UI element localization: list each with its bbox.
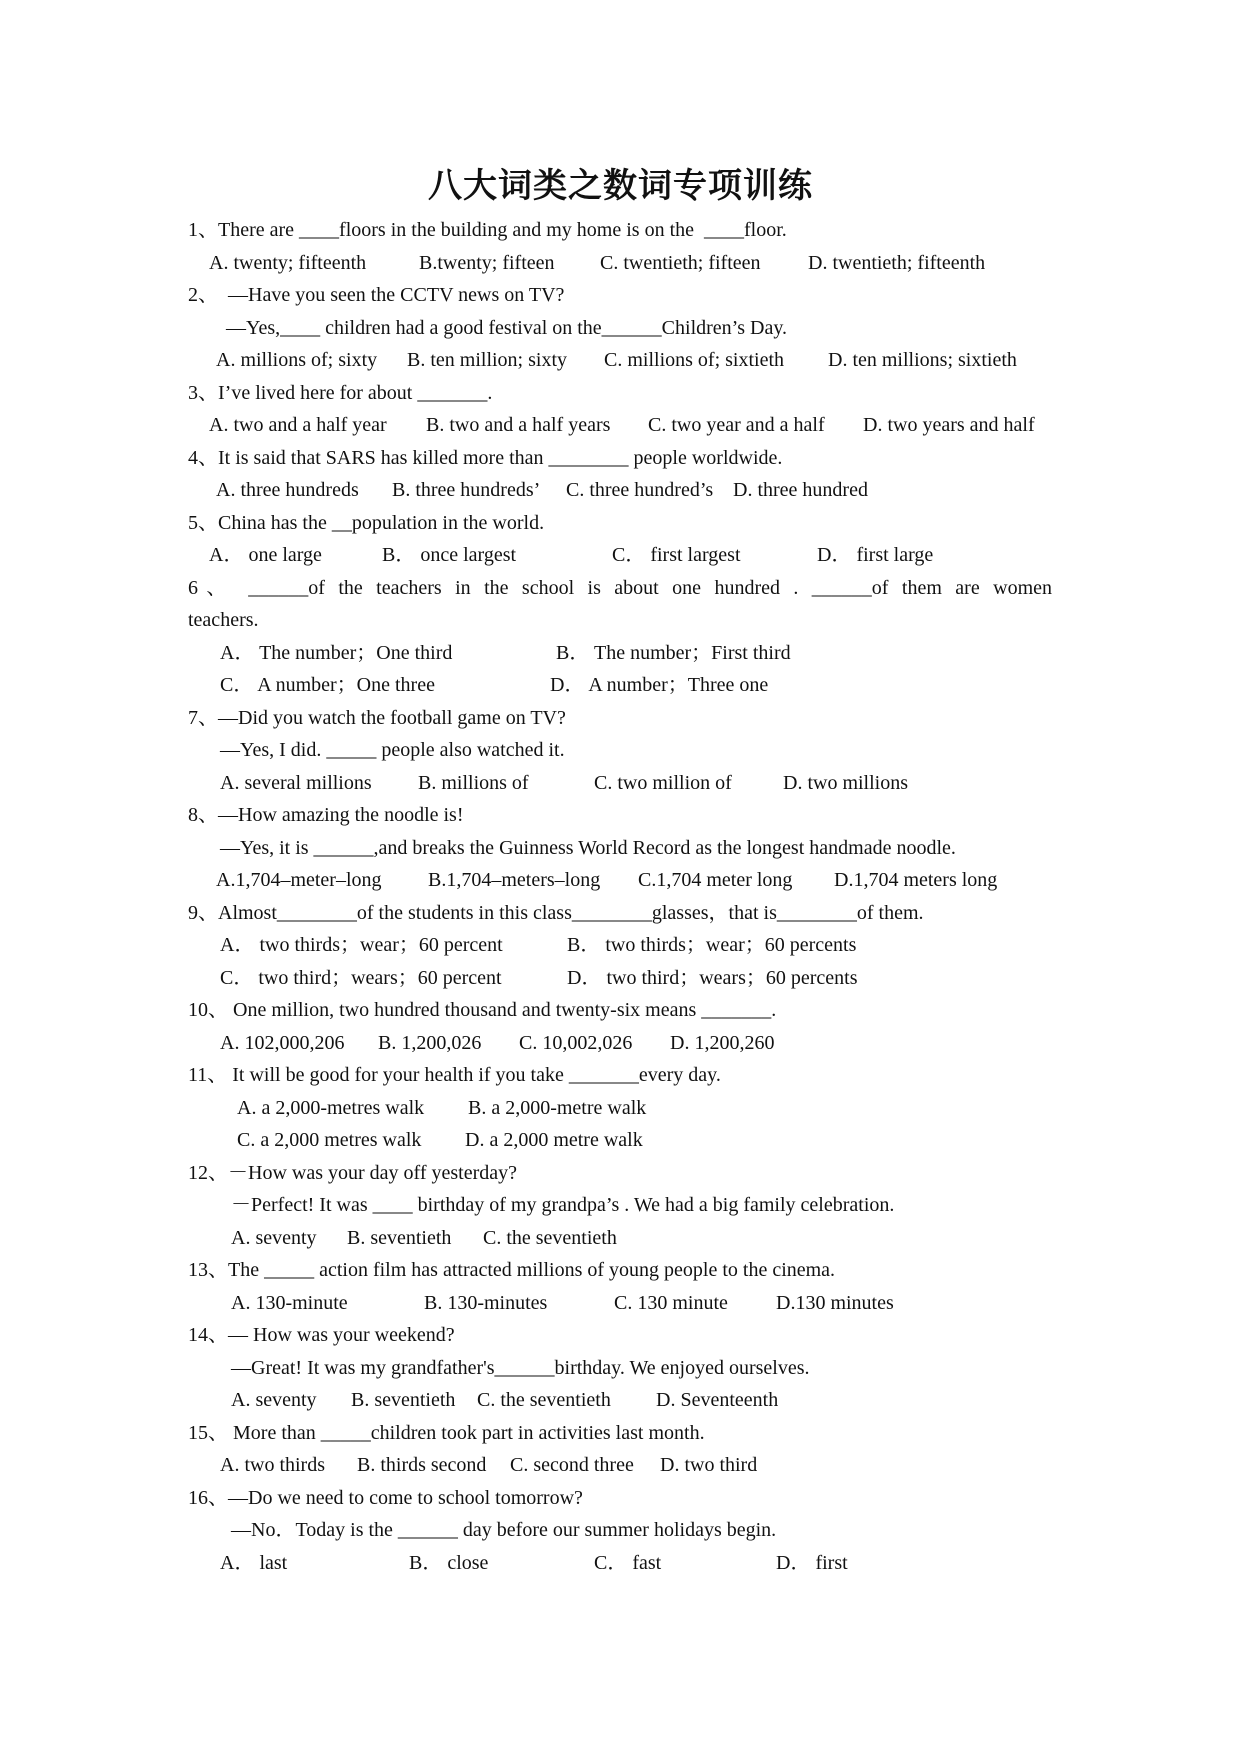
answer-option: D． A number；Three one xyxy=(550,674,769,696)
answer-option: C． first largest xyxy=(612,544,741,566)
answer-option: D. two third xyxy=(660,1454,758,1476)
answer-option: C. two million of xyxy=(594,772,732,794)
question-stem: 8、—How amazing the noodle is! xyxy=(188,804,464,826)
answer-option: D． two third；wears；60 percents xyxy=(567,967,858,989)
question-stem: 1、There are ____floors in the building and my home is on the ____floor. xyxy=(188,219,787,241)
question-stem: 16、—Do we need to come to school tomorrow? xyxy=(188,1487,583,1509)
question-line: －Perfect! It was ____ birthday of my grandpa’s . We had a big family celebration. xyxy=(231,1194,895,1216)
answer-option: C． two third；wears；60 percent xyxy=(220,967,502,989)
question-stem: 14、— How was your weekend? xyxy=(188,1324,455,1346)
question-stem: 4、It is said that SARS has killed more than ________ people worldwide. xyxy=(188,447,783,469)
answer-option: B. two and a half years xyxy=(426,414,611,436)
answer-option: A． last xyxy=(220,1552,288,1574)
answer-option: A. 130-minute xyxy=(231,1292,348,1314)
answer-option: B． once largest xyxy=(382,544,517,566)
answer-option: D.1,704 meters long xyxy=(834,869,998,891)
answer-option: C． A number；One three xyxy=(220,674,435,696)
answer-option: D. ten millions; sixtieth xyxy=(828,349,1017,371)
answer-option: A． two thirds；wear；60 percent xyxy=(220,934,503,956)
answer-option: B. ten million; sixty xyxy=(407,349,568,371)
question-line: —Great! It was my grandfather's______birthday. We enjoyed ourselves. xyxy=(231,1357,810,1379)
question-stem: 2、 —Have you seen the CCTV news on TV? xyxy=(188,284,565,306)
answer-option: A. two thirds xyxy=(220,1454,325,1476)
answer-option: C. millions of; sixtieth xyxy=(604,349,785,371)
question-stem: 10、 One million, two hundred thousand and twenty-six means _______. xyxy=(188,999,777,1021)
answer-option: A. twenty; fifteenth xyxy=(209,252,367,274)
answer-option: A. seventy xyxy=(231,1227,317,1249)
answer-option: D． first xyxy=(776,1552,848,1574)
answer-option: C.1,704 meter long xyxy=(638,869,793,891)
question-line: —Yes,____ children had a good festival on the______Children’s Day. xyxy=(226,317,788,339)
answer-option: B.1,704–meters–long xyxy=(428,869,601,891)
answer-option: B. seventieth xyxy=(351,1389,456,1411)
answer-option: D. two years and half xyxy=(863,414,1035,436)
answer-option: B． close xyxy=(409,1552,489,1574)
answer-option: A. several millions xyxy=(220,772,372,794)
answer-option: A. a 2,000-metres walk xyxy=(237,1097,425,1119)
answer-option: C. the seventieth xyxy=(483,1227,617,1249)
answer-option: B. 130-minutes xyxy=(424,1292,548,1314)
answer-option: A. 102,000,206 xyxy=(220,1032,345,1054)
answer-option: A． The number；One third xyxy=(220,642,453,664)
answer-option: B. three hundreds’ xyxy=(392,479,541,501)
answer-option: A. two and a half year xyxy=(209,414,387,436)
question-stem: 6、 ______of the teachers in the school is about one hundred . ______of them are women xyxy=(188,577,1052,599)
answer-option: C． fast xyxy=(594,1552,662,1574)
question-stem: 13、The _____ action film has attracted millions of young people to the cinema. xyxy=(188,1259,836,1281)
answer-option: C. three hundred’s xyxy=(566,479,714,501)
answer-option: D. a 2,000 metre walk xyxy=(465,1129,643,1151)
answer-option: C. second three xyxy=(510,1454,634,1476)
answer-option: B． two thirds；wear；60 percents xyxy=(567,934,857,956)
answer-option: A. seventy xyxy=(231,1389,317,1411)
answer-option: C. 10,002,026 xyxy=(519,1032,633,1054)
answer-option: D. three hundred xyxy=(733,479,868,501)
page-title: 八大词类之数词专项训练 xyxy=(428,168,813,205)
question-stem: 9、Almost________of the students in this class________glasses，that is________of them. xyxy=(188,902,924,924)
question-line: —Yes, it is ______,and breaks the Guinness World Record as the longest handmade noodle. xyxy=(220,837,956,859)
answer-option: A． one large xyxy=(209,544,322,566)
answer-option: B. seventieth xyxy=(347,1227,452,1249)
answer-option: B. millions of xyxy=(418,772,529,794)
answer-option: D． first large xyxy=(817,544,934,566)
question-stem: 12、－How was your day off yesterday? xyxy=(188,1162,517,1184)
answer-option: D. two millions xyxy=(783,772,909,794)
answer-option: C. 130 minute xyxy=(614,1292,728,1314)
answer-option: D. 1,200,260 xyxy=(670,1032,775,1054)
answer-option: D. twentieth; fifteenth xyxy=(808,252,986,274)
answer-option: C. a 2,000 metres walk xyxy=(237,1129,422,1151)
answer-option: C. the seventieth xyxy=(477,1389,611,1411)
question-line: teachers. xyxy=(188,609,259,631)
answer-option: A.1,704–meter–long xyxy=(216,869,382,891)
answer-option: C. two year and a half xyxy=(648,414,825,436)
answer-option: B. a 2,000-metre walk xyxy=(468,1097,647,1119)
answer-option: A. millions of; sixty xyxy=(216,349,378,371)
answer-option: D.130 minutes xyxy=(776,1292,894,1314)
answer-option: B. thirds second xyxy=(357,1454,487,1476)
question-line: —No．Today is the ______ day before our summer holidays begin. xyxy=(231,1519,777,1541)
question-stem: 5、China has the __population in the world. xyxy=(188,512,545,534)
answer-option: B.twenty; fifteen xyxy=(419,252,555,274)
answer-option: D. Seventeenth xyxy=(656,1389,779,1411)
answer-option: C. twentieth; fifteen xyxy=(600,252,761,274)
question-stem: 11、 It will be good for your health if you take _______every day. xyxy=(188,1064,721,1086)
question-stem: 7、—Did you watch the football game on TV? xyxy=(188,707,566,729)
question-line: —Yes, I did. _____ people also watched it. xyxy=(220,739,565,761)
question-stem: 15、 More than _____children took part in activities last month. xyxy=(188,1422,705,1444)
question-stem: 3、I’ve lived here for about _______. xyxy=(188,382,493,404)
answer-option: B． The number；First third xyxy=(556,642,791,664)
answer-option: A. three hundreds xyxy=(216,479,359,501)
answer-option: B. 1,200,026 xyxy=(378,1032,482,1054)
